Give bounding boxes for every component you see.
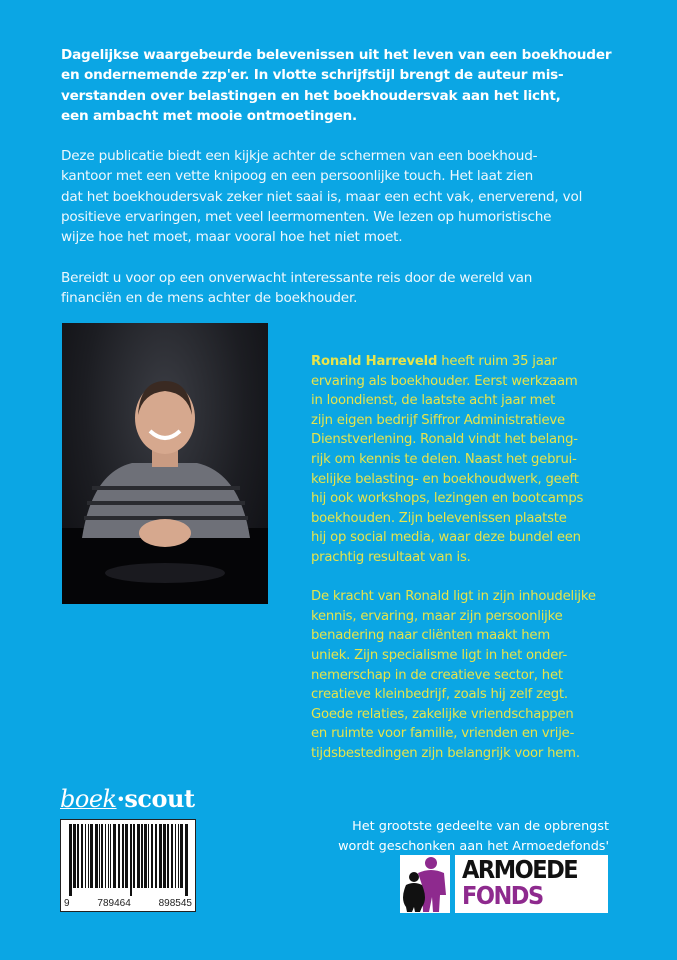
barcode-bar <box>113 824 116 888</box>
barcode-bar <box>175 824 176 888</box>
barcode-bar <box>101 824 103 888</box>
barcode-bar <box>90 824 93 888</box>
barcode-bar <box>95 824 98 888</box>
barcode-bar <box>144 824 147 888</box>
barcode-bar <box>151 824 153 888</box>
author-bio <box>311 352 651 783</box>
text-line: zijn eigen bedrijf Siffror Administratieve <box>311 412 565 428</box>
text-line: hij ook workshops, lezingen en bootcamps <box>311 491 584 507</box>
barcode-bar <box>130 824 132 896</box>
isbn-group-2: 898545 <box>158 898 192 909</box>
barcode-bar <box>155 824 157 888</box>
barcode-bar <box>99 824 100 888</box>
text-line: Goede relaties, zakelijke vriendschappen <box>311 706 574 722</box>
barcode-bar <box>159 824 162 888</box>
text-line: verstanden over belastingen en het boekhoudersvak aan het licht, <box>61 87 561 104</box>
text-line: positieve ervaringen, met veel leermomenten. We lezen op humoristische <box>61 209 552 226</box>
barcode-bar <box>137 824 140 888</box>
barcode-bar <box>118 824 120 888</box>
barcode-bar <box>141 824 143 888</box>
barcode-bar <box>69 824 72 896</box>
bio-paragraph-1 <box>311 352 651 568</box>
logo-line-1: ARMOEDE <box>462 855 578 884</box>
bio-paragraph-2 <box>311 587 651 763</box>
barcode-bar <box>81 824 83 888</box>
barcode-bars <box>69 824 189 896</box>
text-line: financiën en de mens achter de boekhouder. <box>61 289 358 306</box>
barcode-bar <box>171 824 173 888</box>
text-line: wordt geschonken aan het Armoedefonds' <box>338 838 609 854</box>
text-line: benadering naar cliënten maakt hem <box>311 628 550 644</box>
text-line: in loondienst, de laatste acht jaar met <box>311 393 556 409</box>
text-line: creatieve kleinbedrijf, zoals hij zelf zegt. <box>311 687 568 703</box>
text-line: tijdsbestedingen zijn belangrijk voor hem. <box>311 745 580 761</box>
barcode-bar <box>180 824 183 888</box>
author-name: Ronald Harreveld <box>311 354 438 369</box>
logo-separator: · <box>116 784 125 813</box>
text-line: kennis, ervaring, maar zijn persoonlijke <box>311 608 563 624</box>
barcode-bar <box>167 824 169 888</box>
text-line: hij op social media, waar deze bundel een <box>311 530 581 546</box>
text-line: wijze hoe het moet, maar vooral hoe het niet moet. <box>61 229 403 246</box>
barcode-bar <box>148 824 149 888</box>
barcode-bar <box>178 824 179 888</box>
barcode-bar <box>163 824 166 888</box>
text-line: Dagelijkse waargebeurde belevenissen uit het leven van een boekhouder <box>61 47 612 63</box>
isbn-barcode <box>60 819 196 912</box>
text-line: nemerschap in de creatieve sector, het <box>311 667 563 683</box>
text-line: Dienstverlening. Ronald vindt het belang- <box>311 432 578 448</box>
intro-bold-paragraph <box>61 45 661 126</box>
isbn-group-1: 789464 <box>97 898 131 909</box>
intro-paragraph-2 <box>61 146 661 247</box>
intro-paragraph-3 <box>61 268 661 309</box>
isbn-prefix: 9 <box>64 898 70 909</box>
text-line: prachtig resultaat van is. <box>311 549 471 565</box>
text-line: uniek. Zijn specialisme ligt in het onder- <box>311 647 568 663</box>
text-line: Deze publicatie biedt een kijkje achter de schermen van een boekhoud- <box>61 148 538 165</box>
people-icon <box>400 855 450 913</box>
barcode-bar <box>88 824 89 888</box>
barcode-bar <box>122 824 124 888</box>
logo-part1: boek <box>60 785 117 813</box>
text-line: kantoor met een vette knipoog en een persoonlijke touch. Het laat zien <box>61 168 534 185</box>
barcode-bar <box>108 824 109 888</box>
barcode-bar <box>185 824 188 896</box>
text-line: De kracht van Ronald ligt in zijn inhoudelijke <box>311 589 596 605</box>
logo-part2: scout <box>124 784 195 813</box>
text-line: en ondernemende zzp'er. In vlotte schrijfstijl brengt de auteur mis- <box>61 67 564 84</box>
bio-line: heeft ruim 35 jaar <box>437 354 557 369</box>
armoedefonds-wordmark <box>455 855 608 913</box>
charity-note <box>338 817 609 856</box>
armoedefonds-logo <box>400 855 608 913</box>
text-line: kelijke belasting- en boekhoudwerk, geeft <box>311 471 579 487</box>
barcode-bar <box>77 824 79 888</box>
barcode-bar <box>110 824 111 888</box>
text-line: Bereidt u voor op een onverwacht interessante reis door de wereld van <box>61 269 533 286</box>
text-line: een ambacht met mooie ontmoetingen. <box>61 107 357 124</box>
text-line: rijk om kennis te delen. Naast het gebrui- <box>311 451 577 467</box>
bio-paragraph-1-lines <box>311 372 651 568</box>
text-line: Het grootste gedeelte van de opbrengst <box>352 819 609 834</box>
text-line: dat het boekhoudersvak zeker niet saai is, maar een echt vak, enerverend, vol <box>61 188 583 205</box>
intro-text <box>61 45 661 328</box>
barcode-bar <box>125 824 128 888</box>
publisher-logo <box>60 784 195 813</box>
text-line: ervaring als boekhouder. Eerst werkzaam <box>311 373 578 389</box>
text-line: en ruimte voor familie, vrienden en vrije- <box>311 726 575 742</box>
barcode-bar <box>105 824 106 888</box>
logo-line-2: FONDS <box>462 881 543 910</box>
author-photo <box>62 323 268 604</box>
barcode-bar <box>85 824 86 888</box>
barcode-bar <box>73 824 76 888</box>
text-line: boekhouden. Zijn belevenissen plaatste <box>311 510 567 526</box>
barcode-bar <box>133 824 135 888</box>
isbn-number <box>64 898 192 909</box>
